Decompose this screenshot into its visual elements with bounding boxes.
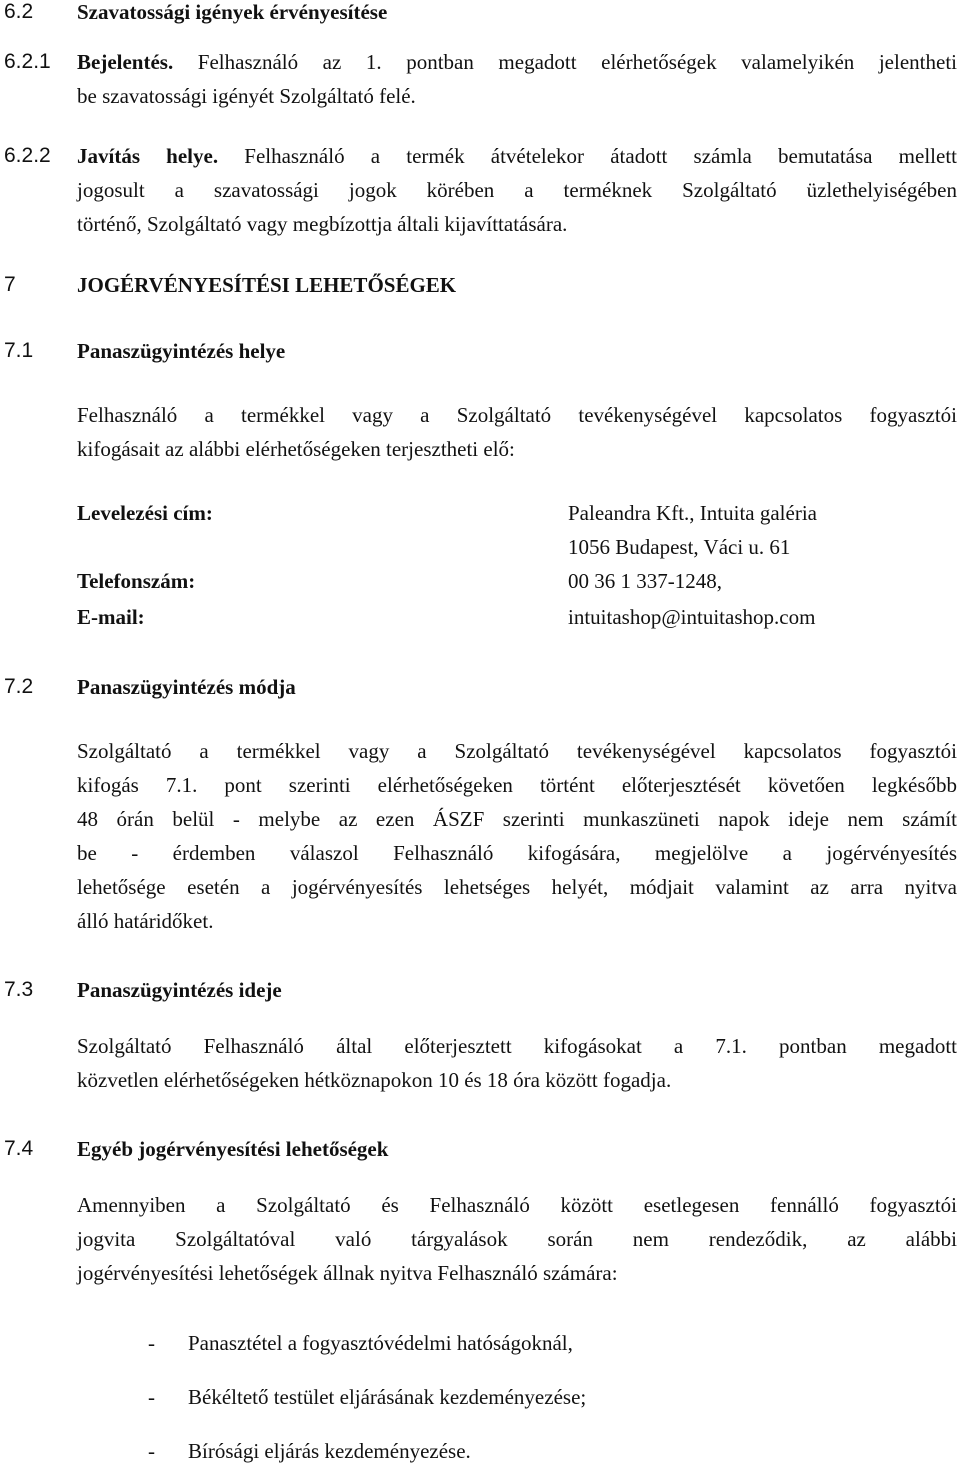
text-line: jogérvényesítési lehetőségek állnak nyitva Felhasználó számára: [77,1261,618,1285]
section-7-3-paragraph [77,1029,957,1097]
phone-value: 00 36 1 337-1248, [568,569,722,593]
text-line: Amennyiben a Szolgáltató és Felhasználó között esetlegesen fennálló fogyasztói [77,1193,957,1217]
text-line: történő, Szolgáltató vagy megbízottja általi kijavíttatására. [77,212,568,236]
section-number: 7.3 [4,978,34,1001]
text-line: kifogás 7.1. pont szerinti elérhetőségeken történt előterjesztését követően legkésőbb [77,773,957,797]
text-line: be - érdemben válaszol Felhasználó kifogására, megjelölve a jogérvényesítés [77,841,957,865]
section-number: 7.2 [4,675,34,698]
list-bullet: - [148,1385,155,1409]
email-label: E-mail: [77,605,145,629]
section-title: Panaszügyintézés helye [77,339,286,363]
list-bullet: - [148,1439,155,1463]
text-line: Szolgáltató a termékkel vagy a Szolgáltató tevékenységével kapcsolatos fogyasztói [77,739,957,763]
phone-label: Telefonszám: [77,569,196,593]
mail-address-value-2: 1056 Budapest, Váci u. 61 [568,535,791,559]
section-title: Panaszügyintézés ideje [77,978,282,1002]
text-line: be szavatossági igényét Szolgáltató felé. [77,84,416,108]
text-line: jogosult a szavatossági jogok körében a terméknek Szolgáltató üzlethelyiségében [77,178,957,202]
mail-address-label: Levelezési cím: [77,501,213,525]
section-number: 6.2 [4,0,34,23]
text-line [77,139,957,173]
section-title: Panaszügyintézés módja [77,675,296,699]
text-line: 48 órán belül - melybe az ezen ÁSZF szerinti munkaszüneti napok ideje nem számít [77,807,957,831]
chapter-title: JOGÉRVÉNYESÍTÉSI LEHETŐSÉGEK [77,273,457,297]
section-body [77,139,957,241]
inline-heading: Bejelentés. [77,50,174,74]
mail-address-value: Paleandra Kft., Intuita galéria [568,501,817,525]
list-item-text: Békéltető testület eljárásának kezdeményezése; [188,1385,587,1409]
section-7-4-paragraph [77,1188,957,1290]
email-value: intuitashop@intuitashop.com [568,605,816,629]
section-number: 7.1 [4,339,34,362]
inline-heading: Javítás helye. [77,144,219,168]
text-line: jogvita Szolgáltatóval való tárgyalások során nem rendeződik, az alábbi [77,1227,957,1251]
text-line: lehetősége esetén a jogérvényesítés lehetséges helyét, módjait valamint az arra nyitva [77,875,957,899]
chapter-number: 7 [4,273,16,296]
list-item-text: Panasztétel a fogyasztóvédelmi hatóságoknál, [188,1331,573,1355]
section-7-2-paragraph [77,734,957,938]
section-7-1-paragraph [77,398,957,466]
text-line: Szolgáltató Felhasználó által előterjesztett kifogásokat a 7.1. pontban megadott [77,1034,957,1058]
text-run: Felhasználó a termék átvételekor átadott számla bemutatása mellett [218,144,957,168]
section-number: 6.2.2 [4,144,51,167]
list-bullet: - [148,1331,155,1355]
section-number: 7.4 [4,1137,34,1160]
text-line: kifogásait az alábbi elérhetőségeken terjesztheti elő: [77,437,515,461]
section-number: 6.2.1 [4,50,51,73]
text-line [77,45,957,79]
section-body [77,45,957,113]
section-title: Szavatossági igények érvényesítése [77,0,388,24]
text-run: Felhasználó az 1. pontban megadott elérhetőségek valamelyikén jelentheti [173,50,957,74]
text-line: Felhasználó a termékkel vagy a Szolgáltató tevékenységével kapcsolatos fogyasztói [77,403,957,427]
section-title: Egyéb jogérvényesítési lehetőségek [77,1137,389,1161]
list-item-text: Bírósági eljárás kezdeményezése. [188,1439,471,1463]
text-line: álló határidőket. [77,909,214,933]
text-line: közvetlen elérhetőségeken hétköznapokon 10 és 18 óra között fogadja. [77,1068,672,1092]
